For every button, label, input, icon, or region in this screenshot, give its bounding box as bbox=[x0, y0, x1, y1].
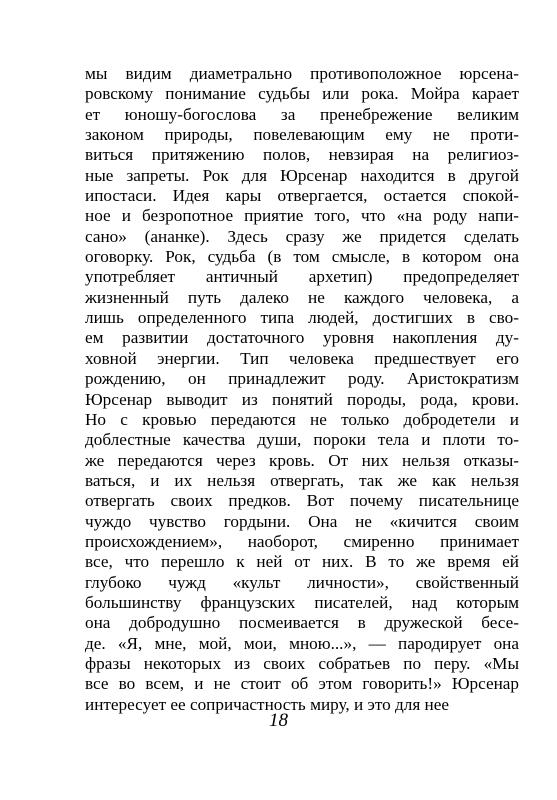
text-line: ровскому понимание судьбы или рока. Мойра карает bbox=[85, 84, 519, 104]
text-line: же передаются через кровь. От них нельзя отказы- bbox=[85, 450, 519, 470]
text-line: ваться, и их нельзя отвергать, так же как нельзя bbox=[85, 470, 519, 490]
text-line: отвергать своих предков. Вот почему писательнице bbox=[85, 491, 519, 511]
text-line: происхождением», наоборот, смиренно принимает bbox=[85, 531, 519, 551]
text-line: все, что перешло к ней от них. В то же время ей bbox=[85, 552, 519, 572]
text-line: глубоко чужд «культ личности», свойственный bbox=[85, 572, 519, 592]
text-line: виться притяжению полов, невзирая на религиоз- bbox=[85, 145, 519, 165]
text-line: жизненный путь далеко не каждого человека, а bbox=[85, 287, 519, 307]
text-line: все во всем, и не стоит об этом говорить!» Юрсенар bbox=[85, 674, 519, 694]
text-line: ет юношу-богослова за пренебрежение великим bbox=[85, 104, 519, 124]
text-line: ное и безропотное приятие того, что «на роду напи- bbox=[85, 206, 519, 226]
text-line: интересует ее сопричастность миру, и это для нее bbox=[85, 694, 449, 714]
text-line: фразы некоторых из своих собратьев по перу. «Мы bbox=[85, 653, 519, 673]
text-line: ем развитии достаточного уровня накопления ду- bbox=[85, 328, 519, 348]
text-line: сано» (ананке). Здесь сразу же придется сделать bbox=[85, 226, 519, 246]
text-line: чуждо чувство гордыни. Она не «кичится своим bbox=[85, 511, 519, 531]
text-line: ипостаси. Идея кары отвергается, остается спокой- bbox=[85, 186, 519, 206]
text-line: де. «Я, мне, мой, мои, мною...», — пародирует она bbox=[85, 633, 519, 653]
text-line: большинству французских писателей, над которым bbox=[85, 592, 519, 612]
text-line: Юрсенар выводит из понятий породы, рода, крови. bbox=[85, 389, 519, 409]
text-line: употребляет античный архетип) предопределяет bbox=[85, 267, 519, 287]
text-line: рождению, он принадлежит роду. Аристократизм bbox=[85, 369, 519, 389]
text-line: Но с кровью передаются не только добродетели и bbox=[85, 409, 519, 429]
text-line: оговорку. Рок, судьба (в том смысле, в котором она bbox=[85, 247, 519, 267]
text-line: лишь определенного типа людей, достигших в сво- bbox=[85, 308, 519, 328]
text-line: она добродушно посмеивается в дружеской бесе- bbox=[85, 613, 519, 633]
text-line: ные запреты. Рок для Юрсенар находится в другой bbox=[85, 165, 519, 185]
body-text bbox=[85, 64, 519, 715]
text-line: законом природы, повелевающим ему не проти- bbox=[85, 125, 519, 145]
text-line: доблестные качества души, пороки тела и плоти то- bbox=[85, 430, 519, 450]
page-number: 18 bbox=[269, 710, 288, 731]
text-line: ховной энергии. Тип человека предшествует его bbox=[85, 348, 519, 368]
text-line: мы видим диаметрально противоположное юрсена- bbox=[85, 64, 519, 83]
